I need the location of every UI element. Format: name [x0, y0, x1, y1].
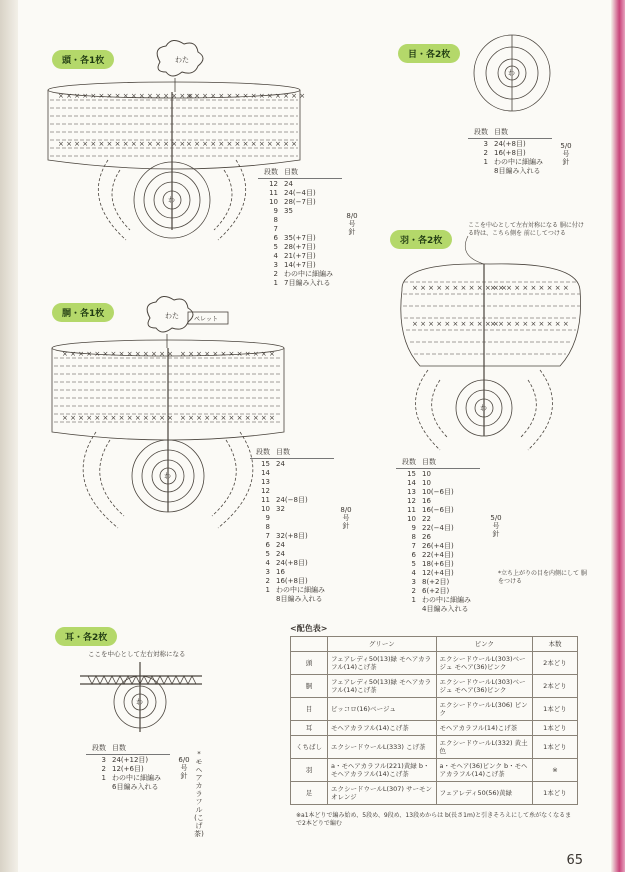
table-row: 3 24(+8目) — [483, 140, 526, 148]
table-row: 14 10 — [407, 479, 431, 487]
page-number: 65 — [566, 853, 583, 868]
section-tag-eye: 目・各2枚 — [398, 44, 460, 63]
svg-text:× × × × × × × × × × × ×: × × × × × × × × × × × × — [180, 350, 275, 358]
table-row: 13 — [261, 478, 270, 486]
ear-symmetry-note: ここを中心として左右対称になる — [88, 650, 186, 658]
table-row: 4 21(+7目) — [273, 252, 316, 260]
table-row: 6 22(+4目) — [411, 551, 454, 559]
section-tag-wing: 羽・各2枚 — [390, 230, 452, 249]
svg-text:× × × × × × × × × × × × × × ×: × × × × × × × × × × × × × × × × — [58, 140, 186, 148]
color-table-title: <配色表> — [290, 624, 328, 633]
color-table — [290, 636, 578, 805]
head-stitch-table — [258, 168, 342, 288]
table-row: 5 28(+7目) — [273, 243, 316, 251]
color-table-footnote: ※a1本どりで編み始め、5段め、9段め、13段めからは b(長さ1m)と引きそろえにして糸がなくなるまで2本どりで編む — [296, 812, 572, 827]
section-tag-body: 胴・各1枚 — [52, 303, 114, 322]
svg-text:× × × × × × × × × × × × × ×: × × × × × × × × × × × × × × × × × — [58, 92, 194, 100]
svg-text:× × × × × × × × × × × ×: × × × × × × × × × × × × — [180, 414, 275, 422]
table-row: 4 24(+8目) — [265, 559, 308, 567]
table-row: 15 10 — [407, 470, 431, 478]
table-row: 11 24(−4目) — [269, 189, 316, 197]
svg-text:× × × × × × × × × × × × × ×: × × × × × × × × × × × × × × — [62, 414, 174, 422]
table-row: 8 26 — [411, 533, 431, 541]
table-row: 頭 フェアレディ50(13)緑 モヘアカラフル(14)こげ茶 エクシードウールL(303)ベージュ モヘア(36)ピンク 2本どり — [291, 652, 578, 675]
color-table-header: グリーン ピンク 本数 — [291, 637, 578, 652]
table-row: 9 22(−4目) — [411, 524, 454, 532]
table-row: 1 7目編み入れる — [273, 279, 331, 287]
table-row: 8目編み入れる — [494, 167, 541, 175]
table-row: 11 24(−8目) — [261, 496, 308, 504]
col-rounds: 段数 — [264, 168, 278, 176]
table-row: 2 16(+8目) — [483, 149, 526, 157]
table-row: 4目編み入れる — [422, 605, 469, 613]
table-row: 8 — [265, 523, 270, 531]
ear-hook-size: 6/0号針 — [178, 756, 190, 780]
svg-text:× × × × × × × × × × × × × ×: × × × × × × × × × × × × × × × — [186, 92, 306, 100]
table-row: 12 16 — [407, 497, 431, 505]
wing-center-label: わ — [480, 404, 487, 412]
table-row: 3 14(+7目) — [273, 261, 316, 269]
table-row: 10 22 — [407, 515, 431, 523]
head-stuffing-label: わた — [175, 56, 189, 64]
table-row: 2 16(+8目) — [265, 577, 308, 585]
table-row: 13 10(−6目) — [407, 488, 454, 496]
table-row: 7 32(+8目) — [265, 532, 308, 540]
table-row: 羽 a・モヘアカラフル(221)黄緑 b・モヘアカラフル(14)こげ茶 a・モヘア(36)ピンク b・モヘアカラフル(14)こげ茶 ※ — [291, 759, 578, 782]
table-row: 7 26(+4目) — [411, 542, 454, 550]
svg-text:× × × × × × × × × × ×: × × × × × × × × × × × — [412, 320, 499, 328]
section-tag-ear: 耳・各2枚 — [55, 627, 117, 646]
eye-hook-size: 5/0号針 — [560, 142, 572, 166]
table-row: 1 わの中に細編み — [411, 596, 471, 604]
wing-diagram — [401, 236, 581, 450]
table-row: 15 24 — [261, 460, 285, 468]
table-row: 7 — [273, 225, 278, 233]
table-row: 12 — [261, 487, 270, 495]
section-tag-head: 頭・各1枚 — [52, 50, 114, 69]
table-row: 6目編み入れる — [112, 783, 159, 791]
table-row: 10 32 — [261, 505, 285, 513]
table-row: 1 わの中に細編み — [265, 586, 325, 594]
wing-stitch-table: 段数 目数 15 10 14 10 13 10(−6目) 12 16 11 16(−6目) 10 22 9 22(−4目) 8 26 7 26(+4目) 6 22(+4目) 5 18(+6目) 4 12(+4目) 3 8(+2目) 2 6(+2目) 1 わの中に細編み 4目編み入れる — [396, 458, 480, 614]
body-pellet-label: ペレット — [194, 316, 218, 323]
table-row: 6 24 — [265, 541, 285, 549]
body-center-label: わ — [164, 472, 171, 480]
table-row: 11 16(−6目) — [407, 506, 454, 514]
wing-hook-size: 5/0号針 — [490, 514, 502, 538]
table-row: 1 わの中に細編み — [101, 774, 161, 782]
table-row: 2 12(+6目) — [101, 765, 144, 773]
table-row: 5 18(+6目) — [411, 560, 454, 568]
body-stitch-table: 段数 目数 15 24 14 13 12 11 24(−8目) 10 32 9 8 7 32(+8目) 6 24 5 24 4 24(+8目) 3 16 2 16(+8目) 1 わの中に細編み 8目編み入れる — [250, 448, 334, 604]
table-row: 8 — [273, 216, 278, 224]
table-row: 5 24 — [265, 550, 285, 558]
table-row: 1 わの中に細編み — [483, 158, 543, 166]
ear-yarn-note: *モヘアカラフル(こげ茶) — [194, 750, 204, 838]
svg-text:× × × × × × × × × × × ×: × × × × × × × × × × × × — [412, 284, 507, 292]
head-center-label: わ — [168, 196, 175, 204]
table-row: 耳 モヘアカラフル(14)こげ茶 モヘアカラフル(14)こげ茶 1本どり — [291, 721, 578, 736]
table-row: 10 28(−7目) — [269, 198, 316, 206]
table-row: 9 35 — [273, 207, 293, 215]
svg-text:× × × × × × × × × ×: × × × × × × × × × × — [490, 284, 569, 292]
eye-center-label: わ — [508, 69, 515, 77]
ear-stitch-table: 段数 目数 3 24(+12目) 2 12(+6目) 1 わの中に細編み 6目編み入れる — [86, 744, 170, 792]
table-row: 8目編み入れる — [276, 595, 323, 603]
table-row: くちばし エクシードウールL(333) こげ茶 エクシードウールL(332) 黄土色 1本どり — [291, 736, 578, 759]
table-row: 胴 フェアレディ50(13)緑 モヘアカラフル(14)こげ茶 エクシードウールL(303)ベージュ モヘア(36)ピンク 2本どり — [291, 675, 578, 698]
svg-text:× × × × × × × × × × × × × ×: × × × × × × × × × × × × × × — [186, 140, 298, 148]
table-row: 14 — [261, 469, 270, 477]
wing-footnote: *立ち上がりの目を内側にして 胴をつける — [498, 570, 587, 585]
table-row: 6 35(+7目) — [273, 234, 316, 242]
wing-symmetry-note: ここを中心として左右対称になる 胴に付ける時は、こちら側を 前にしてつける — [468, 222, 584, 237]
head-hook-size: 8/0号針 — [346, 212, 358, 236]
table-row: 足 エクシードウールL(307) サーモンオレンジ フェアレディ50(56)黄緑 1本どり — [291, 782, 578, 805]
ear-center-label: わ — [136, 698, 143, 706]
eye-stitch-table: 段数 目数 3 24(+8目) 2 16(+8目) 1 わの中に細編み 8目編み入れる — [468, 128, 552, 176]
table-row: 3 24(+12目) — [101, 756, 149, 764]
body-hook-size: 8/0号針 — [340, 506, 352, 530]
body-stuffing-label: わた — [165, 312, 179, 320]
table-row: 9 — [265, 514, 270, 522]
svg-text:× × × × × × × × × × × × × ×: × × × × × × × × × × × × × × — [62, 350, 174, 358]
col-stitches: 目数 — [284, 168, 298, 176]
table-row: 3 16 — [265, 568, 285, 576]
svg-text:× × × × × × × × × ×: × × × × × × × × × × — [490, 320, 569, 328]
table-row: 目 ピッコロ(16)ベージュ エクシードウールL(306) ピンク 1本どり — [291, 698, 578, 721]
ear-diagram — [80, 662, 202, 732]
table-row: 2 6(+2目) — [411, 587, 450, 595]
table-row: 4 12(+4目) — [411, 569, 454, 577]
table-row: 3 8(+2目) — [411, 578, 450, 586]
table-row: 12 24 — [269, 180, 293, 188]
table-row: 2 わの中に細編み — [273, 270, 333, 278]
